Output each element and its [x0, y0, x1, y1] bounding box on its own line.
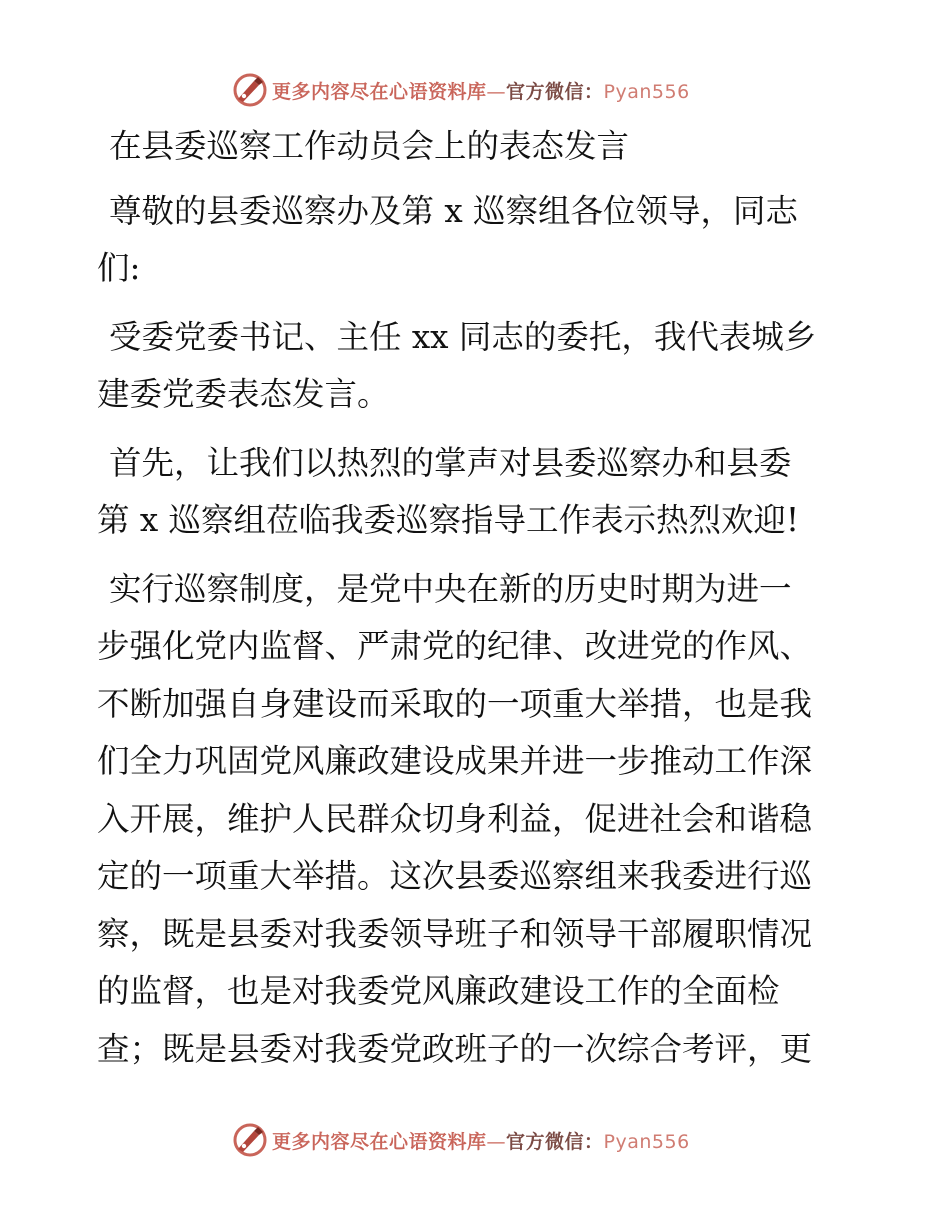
banner-label: 官方微信：: [506, 1130, 604, 1153]
text-line: 入开展，维护人民群众切身利益，促进社会和谐稳: [97, 799, 813, 838]
text-line: 首先，让我们以热烈的掌声对县委巡察办和县委: [109, 443, 792, 482]
text-line: 第 x 巡察组莅临我委巡察指导工作表示热烈欢迎!: [97, 501, 800, 539]
document-body: [97, 118, 857, 1089]
banner-prefix: 更多内容尽在心语资料库: [272, 1130, 487, 1153]
document-title: 在县委巡察工作动员会上的表态发言: [109, 127, 630, 165]
text-line: 建委党委表态发言。: [97, 375, 390, 413]
text-line: 实行巡察制度，是党中央在新的历史时期为进一: [109, 569, 792, 608]
text-line: 察，既是县委对我委领导班子和领导干部履职情况: [97, 914, 813, 953]
header-banner: [232, 70, 712, 110]
text-line: 尊敬的县委巡察办及第 x 巡察组各位领导，同志: [109, 191, 798, 230]
text-line: 定的一项重大举措。这次县委巡察组来我委进行巡: [97, 857, 813, 895]
banner-text: [272, 77, 690, 104]
footer-banner: [232, 1120, 712, 1160]
paragraph: [97, 183, 857, 298]
pen-logo-icon: [232, 1122, 268, 1158]
banner-separator: —: [486, 1130, 507, 1153]
paragraph: [97, 561, 857, 1079]
banner-wechat-id: Pyan556: [603, 80, 690, 103]
text-line: 不断加强自身建设而采取的一项重大举措，也是我: [97, 684, 813, 723]
paragraph: [97, 435, 857, 550]
text-line: 们全力巩固党风廉政建设成果并进一步推动工作深: [97, 742, 813, 780]
text-line: 们:: [97, 249, 141, 287]
paragraph: [97, 309, 857, 424]
banner-wechat-id: Pyan556: [603, 1130, 690, 1153]
pen-logo-icon: [232, 72, 268, 108]
text-line: 受委党委书记、主任 xx 同志的委托，我代表城乡: [109, 317, 817, 356]
banner-text: [272, 1127, 690, 1154]
text-line: 查；既是县委对我委党政班子的一次综合考评，更: [97, 1029, 813, 1068]
text-line: 步强化党内监督、严肃党的纪律、改进党的作风、: [97, 627, 813, 665]
banner-prefix: 更多内容尽在心语资料库: [272, 80, 487, 103]
text-line: 的监督，也是对我委党风廉政建设工作的全面检: [97, 972, 780, 1010]
banner-label: 官方微信：: [506, 80, 604, 103]
banner-separator: —: [486, 80, 507, 103]
